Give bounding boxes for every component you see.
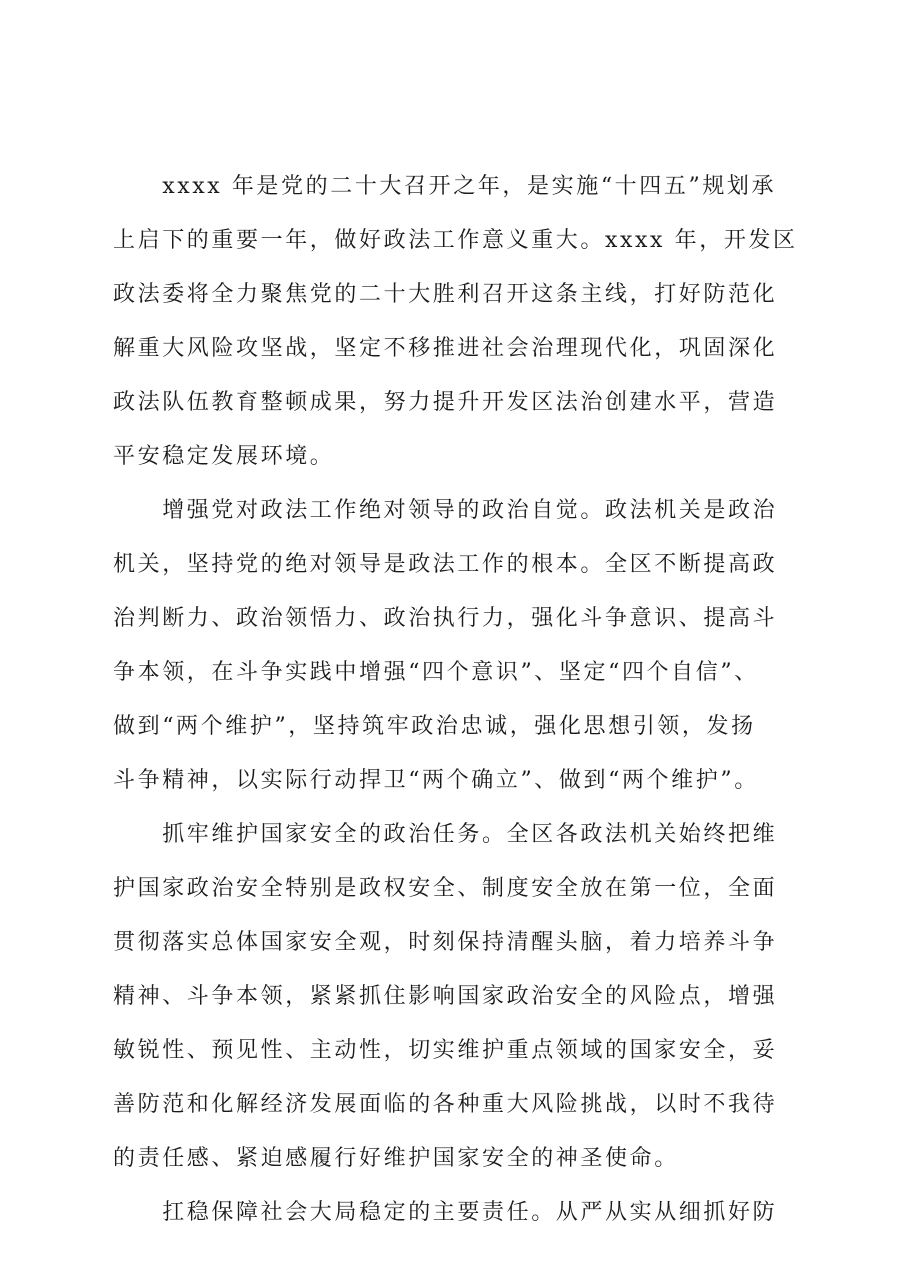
text-line: 做到“两个维护”，坚持筑牢政治忠诚，强化思想引领，发扬 — [113, 714, 756, 739]
paragraph — [113, 1186, 803, 1240]
text-line: xxxx 年是党的二十大召开之年，是实施“十四五”规划承 — [113, 174, 777, 199]
text-line: 护国家政治安全特别是政权安全、制度安全放在第一位，全面 — [113, 876, 778, 901]
text-line: 上启下的重要一年，做好政法工作意义重大。xxxx 年，开发区 — [113, 228, 798, 253]
text-line: 平安稳定发展环境。 — [113, 444, 335, 469]
paragraph — [113, 160, 803, 484]
text-line: 解重大风险攻坚战，坚定不移推进社会治理现代化，巩固深化 — [113, 336, 778, 361]
paragraph — [113, 484, 803, 808]
text-line: 抓牢维护国家安全的政治任务。全区各政法机关始终把维 — [113, 822, 778, 847]
text-line: 扛稳保障社会大局稳定的主要责任。从严从实从细抓好防 — [113, 1200, 778, 1225]
text-line: 贯彻落实总体国家安全观，时刻保持清醒头脑，着力培养斗争 — [113, 930, 778, 955]
text-line: 政法委将全力聚焦党的二十大胜利召开这条主线，打好防范化 — [113, 282, 778, 307]
document-body — [113, 160, 803, 1240]
text-line: 斗争精神，以实际行动捍卫“两个确立”、做到“两个维护”。 — [113, 768, 759, 793]
text-line: 善防范和化解经济发展面临的各种重大风险挑战，以时不我待 — [113, 1092, 778, 1117]
text-line: 政法队伍教育整顿成果，努力提升开发区法治创建水平，营造 — [113, 390, 778, 415]
text-line: 治判断力、政治领悟力、政治执行力，强化斗争意识、提高斗 — [113, 606, 778, 631]
text-line: 机关，坚持党的绝对领导是政法工作的根本。全区不断提高政 — [113, 552, 778, 577]
paragraph — [113, 808, 803, 1186]
text-line: 争本领，在斗争实践中增强“四个意识”、坚定“四个自信”、 — [113, 660, 759, 685]
text-line: 增强党对政法工作绝对领导的政治自觉。政法机关是政治 — [113, 498, 778, 523]
text-line: 精神、斗争本领，紧紧抓住影响国家政治安全的风险点，增强 — [113, 984, 778, 1009]
text-line: 敏锐性、预见性、主动性，切实维护重点领域的国家安全，妥 — [113, 1038, 778, 1063]
text-line: 的责任感、紧迫感履行好维护国家安全的神圣使命。 — [113, 1146, 679, 1171]
